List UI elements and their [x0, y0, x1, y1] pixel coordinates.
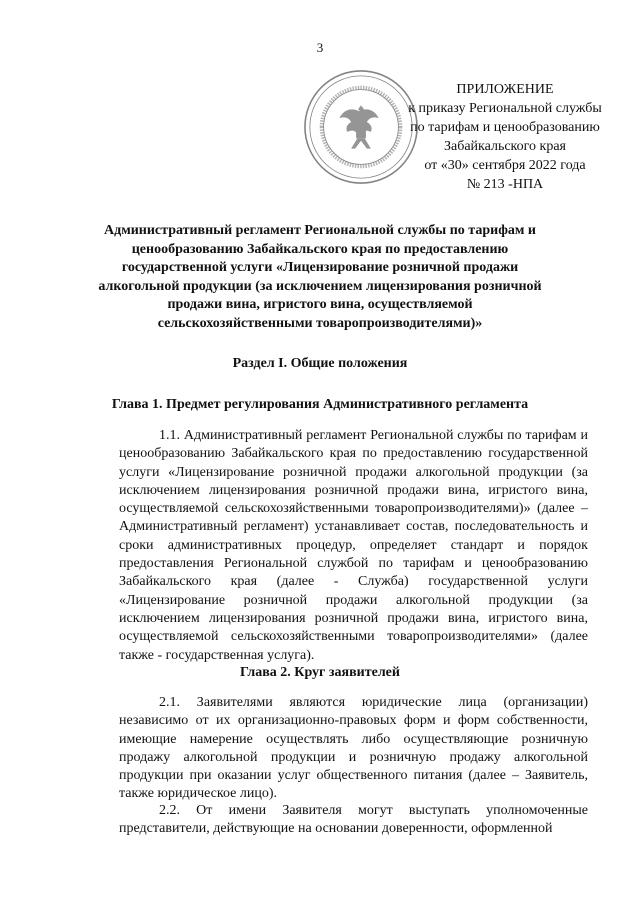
page-number: 3: [316, 40, 324, 55]
appendix-line: Забайкальского края: [443, 139, 566, 154]
document-title: Административный регламент Региональной службы по тарифам и ценообразованию Забайкальского края по предоставлению государственной услуги «Лицензирование розничной продажи алкогольной продукции (за исключением лицензирования розничной продажи вина, игристого вина, осуществляемой сельскохозяйственными товаропроизводителями)»: [98, 223, 542, 331]
appendix-line: по тарифам и ценообразованию: [410, 120, 600, 135]
section-title: Раздел I. Общие положения: [232, 356, 408, 371]
appendix-line: № 213 -НПА: [466, 177, 544, 192]
paragraph-2-1: 2.1. Заявителями являются юридические лица (организации) независимо от их организационно-правовых форм и форм собственности, имеющие намерение осуществлять либо осуществляющие розничную продажу алкогольной продукции и розничную продажу алкогольной продукции при оказании услуг общественного питания (далее – Заявитель, также юридическое лицо).: [119, 695, 588, 802]
paragraph-2-2: 2.2. От имени Заявителя могут выступать уполномоченные представители, действующие на основании доверенности, оформленной: [119, 803, 588, 837]
chapter-1-title: Глава 1. Предмет регулирования Административного регламента: [111, 397, 529, 412]
appendix-line: к приказу Региональной службы: [408, 101, 602, 116]
appendix-line: ПРИЛОЖЕНИЕ: [456, 82, 554, 97]
chapter-2-title: Глава 2. Круг заявителей: [240, 665, 400, 680]
paragraph-1-1: 1.1. Административный регламент Региональной службы по тарифам и ценообразованию Забайкальского края по предоставлению государственной услуги «Лицензирование розничной продажи алкогольной продукции (за исключением лицензирования розничной продажи вина, игристого вина, осуществляемой сельскохозяйственными товаропроизводителями)» (далее – Административный регламент) устанавливает состав, последовательность и сроки административных процедур, определяет стандарт и порядок предоставления Региональной службой по тарифам и ценообразованию Забайкальского края (далее - Служба) государственной услуги «Лицензирование розничной продажи алкогольной продукции (за исключением лицензирования розничной продажи вина, игристого вина, осуществляемой сельскохозяйственными товаропроизводителями» (далее также - государственная услуга).: [119, 428, 588, 663]
appendix-line: от «30» сентября 2022 года: [424, 158, 586, 173]
appendix-block: [370, 80, 640, 194]
